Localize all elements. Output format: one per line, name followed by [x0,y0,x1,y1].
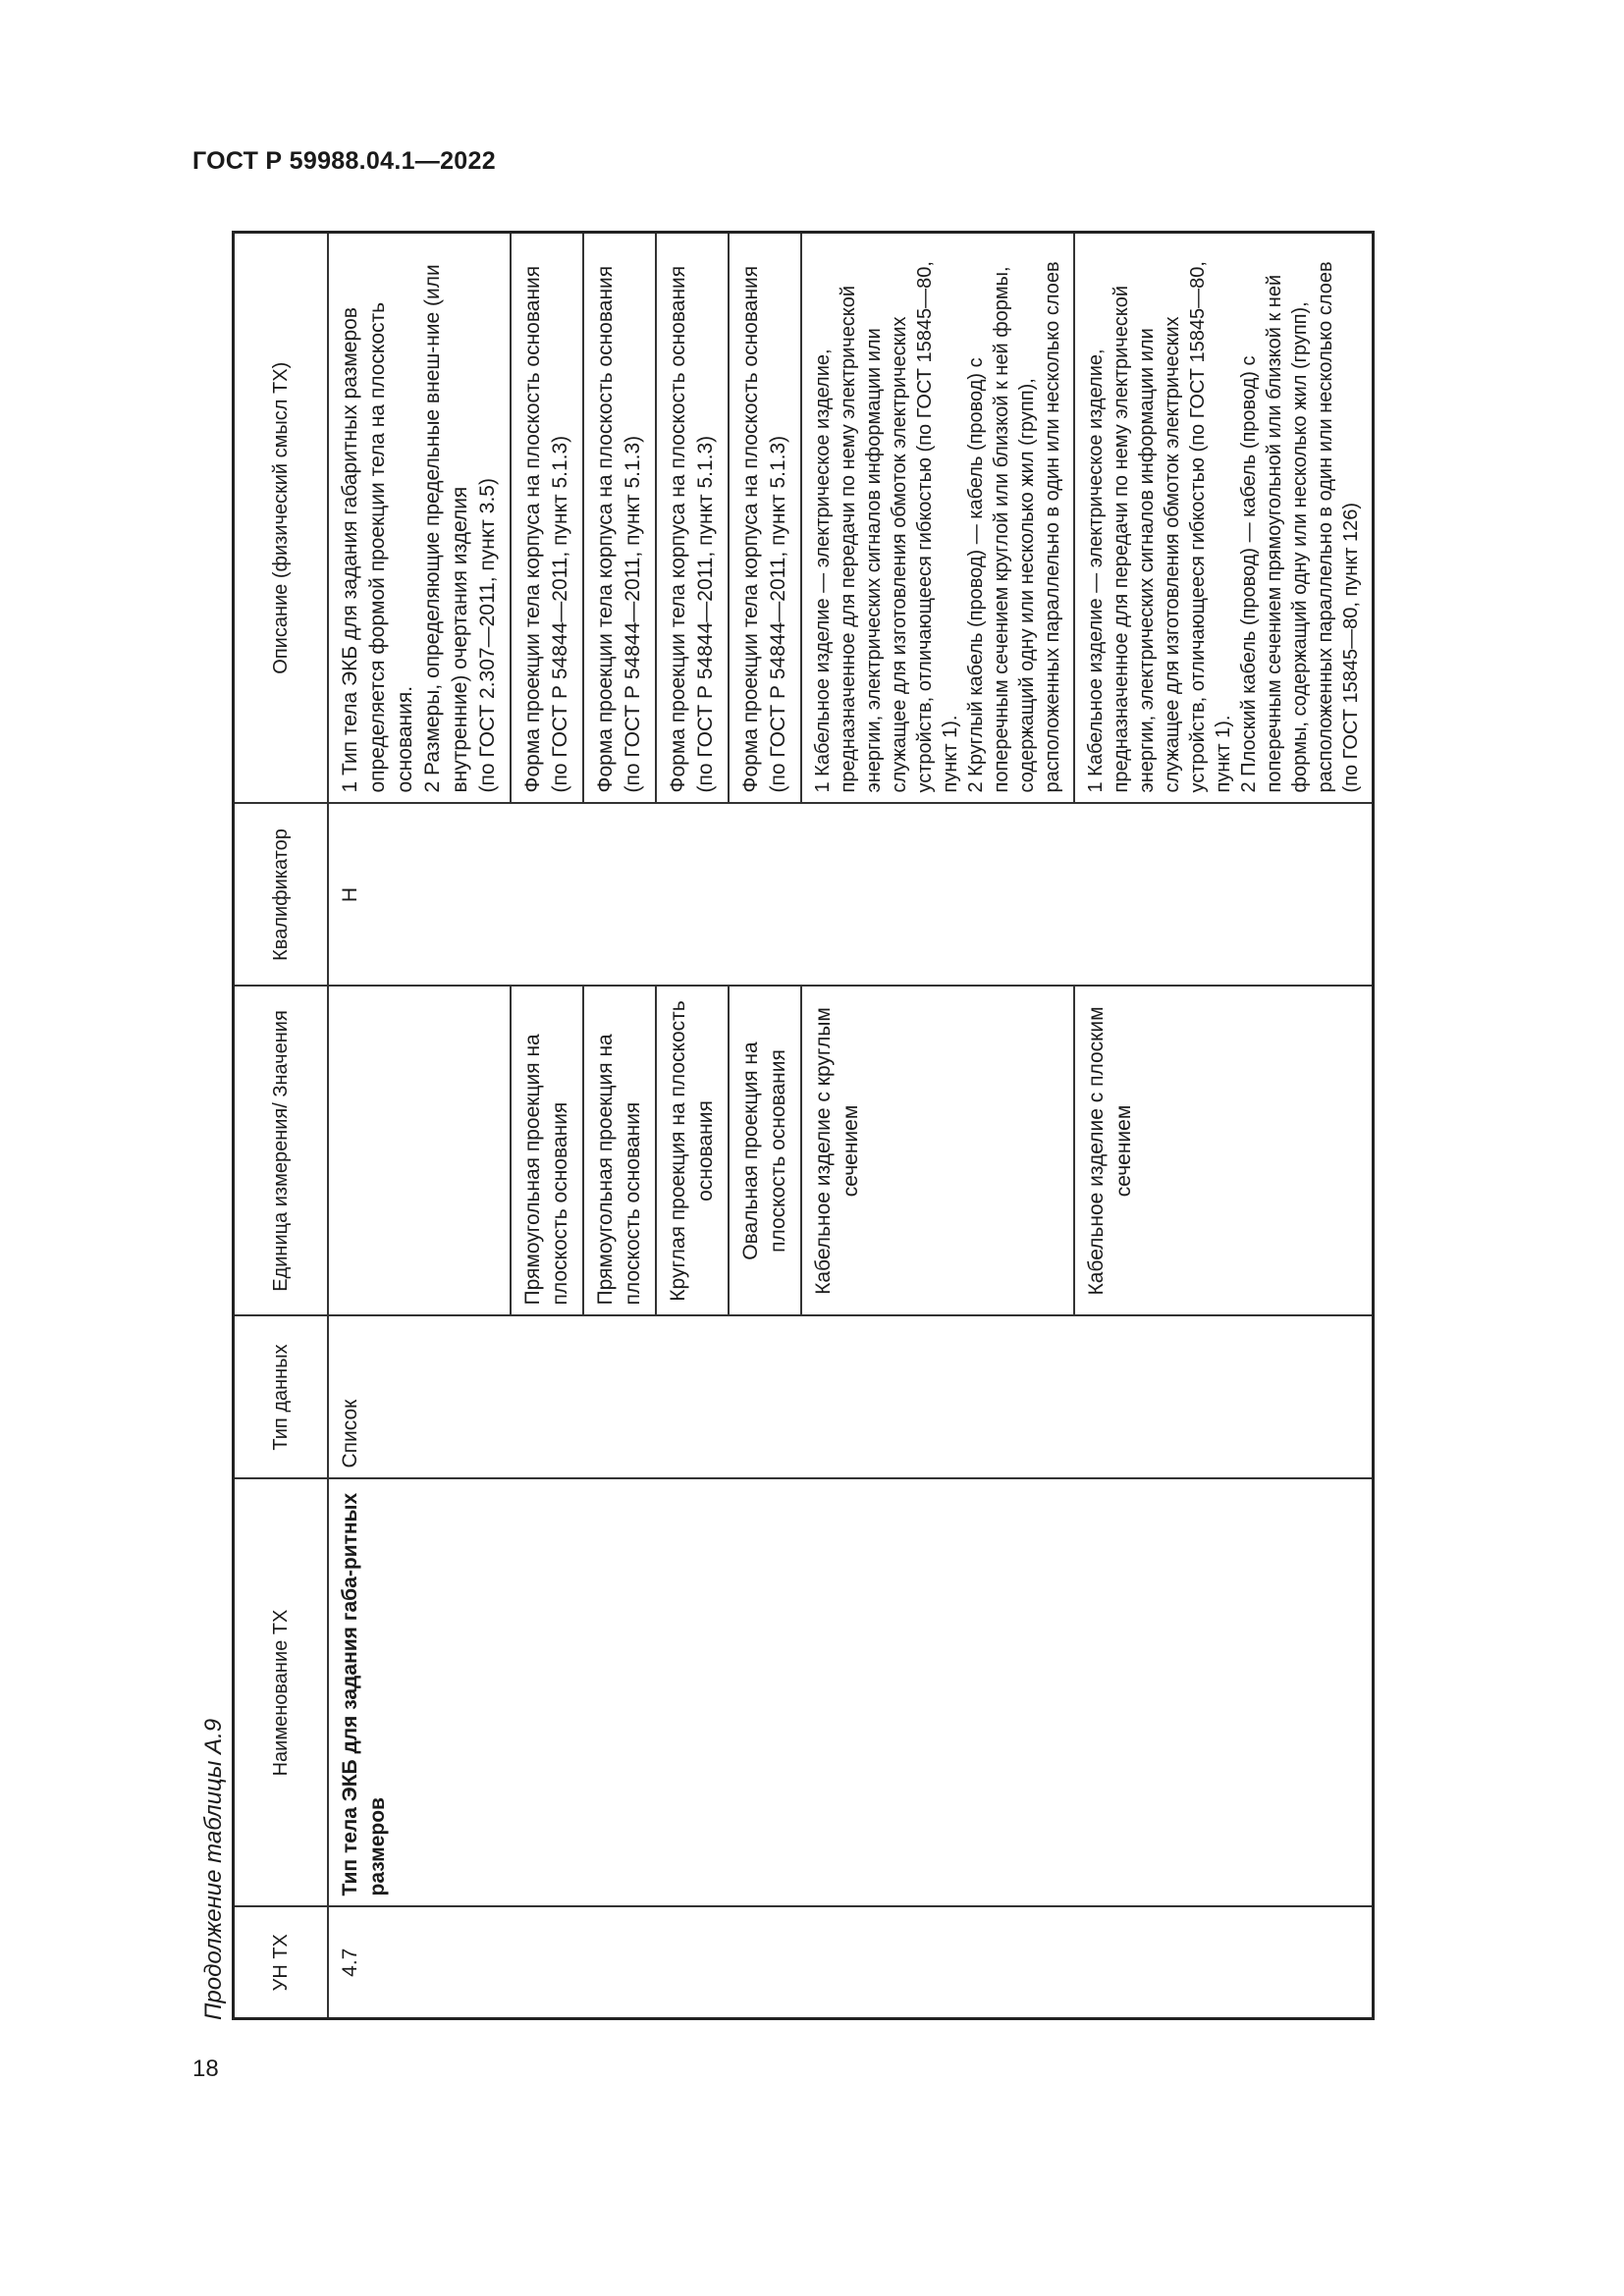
table-row [328,233,511,2019]
cell-value: Кабельное изделие с плоским сечением [1074,987,1374,1316]
column-header-qualifier: Квалификатор [234,804,329,987]
cell-data-type: Список [328,1316,1374,1479]
cell-value: Прямоугольная проекция на плоскость основания [511,987,583,1316]
column-header-unit: Единица измерения/ Значения [234,987,329,1316]
table-header-row [234,233,329,2019]
column-header-code: УН ТХ [234,1907,329,2019]
document-header: ГОСТ Р 59988.04.1—2022 [192,147,496,175]
cell-description: 1 Тип тела ЭКБ для задания габаритных размеров определяется формой проекции тела на плоскость основания. 2 Размеры, определяющие предельные внеш-ние (или внутренние) очертания изделия (по ГОСТ 2.307—2011, пункт 3.5) [328,233,511,804]
cell-value-description: 1 Кабельное изделие — электрическое изделие, предназначенное для передачи по нему электрической энергии, электрических сигналов информации или служащее для изготовления обмоток электрических устройств, отличающееся гибкостью (по ГОСТ 15845—80, пункт 1). 2 Круглый кабель (провод) — кабель (провод) с поперечным сечением круглой или близкой к ней формы, содержащий одну или несколько жил (групп), расположенных параллельно в один или несколько слоев [801,233,1074,804]
rotated-table-area [196,234,1444,2020]
cell-value: Кабельное изделие с круглым сечением [801,987,1074,1316]
table-caption: Продолжение таблицы А.9 [200,1718,227,2020]
cell-value: Прямоугольная проекция на плоскость основания [583,987,656,1316]
cell-unit [328,987,511,1316]
cell-qualifier: Н [328,804,1374,987]
cell-value-description: 1 Кабельное изделие — электрическое изделие, предназначенное для передачи по нему электрической энергии, электрических сигналов информации или служащее для изготовления обмоток электрических устройств, отличающееся гибкостью (по ГОСТ 15845—80, пункт 1). 2 Плоский кабель (провод) — кабель (провод) с поперечным сечением прямоугольной или близкой к ней формы, содержащий одну или несколько жил (групп), расположенных параллельно в один или несколько слоев (по ГОСТ 15845—80, пункт 126) [1074,233,1374,804]
page-number: 18 [192,2056,219,2082]
characteristics-table [232,231,1375,2020]
cell-value-description: Форма проекции тела корпуса на плоскость основания (по ГОСТ Р 54844—2011, пункт 5.1.3) [583,233,656,804]
cell-value: Овальная проекция на плоскость основания [729,987,801,1316]
cell-value-description: Форма проекции тела корпуса на плоскость основания (по ГОСТ Р 54844—2011, пункт 5.1.3) [729,233,801,804]
cell-value: Круглая проекция на плоскость основания [656,987,729,1316]
cell-name: Тип тела ЭКБ для задания габа-ритных размеров [328,1479,1374,1907]
cell-code: 4.7 [328,1907,1374,2019]
cell-value-description: Форма проекции тела корпуса на плоскость основания (по ГОСТ Р 54844—2011, пункт 5.1.3) [656,233,729,804]
column-header-name: Наименование ТХ [234,1479,329,1907]
column-header-data-type: Тип данных [234,1316,329,1479]
cell-value-description: Форма проекции тела корпуса на плоскость основания (по ГОСТ Р 54844—2011, пункт 5.1.3) [511,233,583,804]
column-header-description: Описание (физический смысл ТХ) [234,233,329,804]
